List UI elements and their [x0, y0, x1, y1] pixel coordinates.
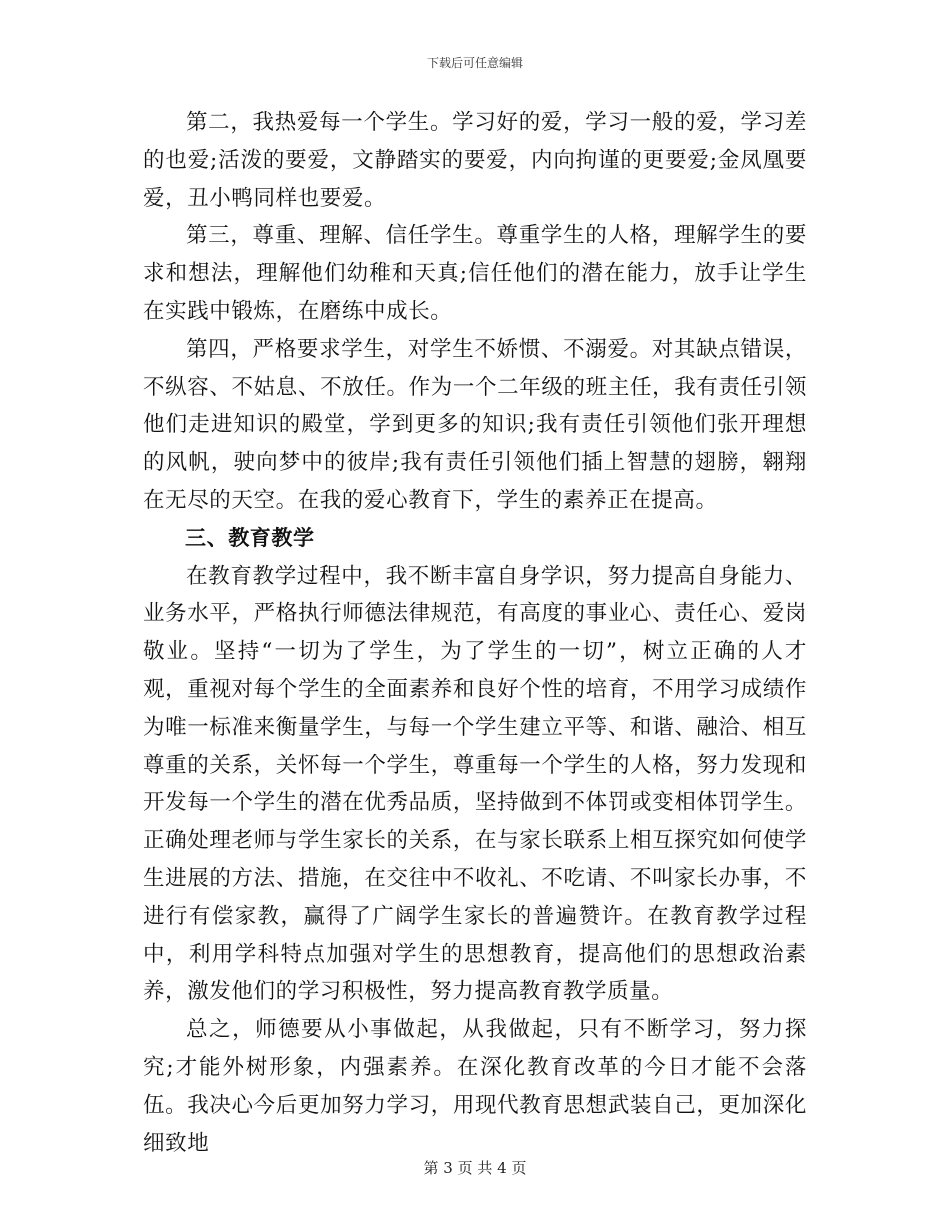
page-header: 下载后可任意编辑: [426, 56, 523, 70]
section-heading-teaching: 三、教育教学: [185, 525, 315, 550]
paragraph-third-point: 第三，尊重、理解、信任学生。尊重学生的人格，理解学生的要求和想法，理解他们幼稚和天真;信任他们的潜在能力，放手让学生在实践中锻炼，在磨练中成长。: [143, 223, 807, 324]
paragraph-teaching: 在教育教学过程中，我不断丰富自身学识，努力提高自身能力、业务水平，严格执行师德法律规范，有高度的事业心、责任心、爱岗敬业。坚持“一切为了学生，为了学生的一切”，树立正确的人才观，重视对每个学生的全面素养和良好个性的培育，不用学习成绩作为唯一标准来衡量学生，与每一个学生建立平等、和谐、融洽、相互尊重的关系，关怀每一个学生，尊重每一个学生的人格，努力发现和开发每一个学生的潜在优秀品质，坚持做到不体罚或变相体罚学生。正确处理老师与学生家长的关系，在与家长联系上相互探究如何使学生进展的方法、措施，在交往中不收礼、不吃请、不叫家长办事，不进行有偿家教，赢得了广阔学生家长的普遍赞许。在教育教学过程中，利用学科特点加强对学生的思想教育，提高他们的思想政治素养，激发他们的学习积极性，努力提高教育教学质量。: [143, 563, 807, 1005]
paragraph-summary: 总之，师德要从小事做起，从我做起，只有不断学习，努力探究;才能外树形象，内强素养。在深化教育改革的今日才能不会落伍。我决心今后更加努力学习，用现代教育思想武装自己，更加深化细致地: [143, 1017, 807, 1156]
paragraph-fourth-point: 第四，严格要求学生，对学生不娇惯、不溺爱。对其缺点错误，不纵容、不姑息、不放任。作为一个二年级的班主任，我有责任引领他们走进知识的殿堂，学到更多的知识;我有责任引领他们张开理想的风帆，驶向梦中的彼岸;我有责任引领他们插上智慧的翅膀，翱翔在无尽的天空。在我的爱心教育下，学生的素养正在提高。: [143, 336, 807, 513]
page-footer: 第 3 页 共 4 页: [423, 1159, 527, 1177]
document-body: [143, 104, 807, 1162]
paragraph-second-point: 第二，我热爱每一个学生。学习好的爱，学习一般的爱，学习差的也爱;活泼的要爱，文静踏实的要爱，内向拘谨的更要爱;金凤凰要爱，丑小鸭同样也要爱。: [143, 110, 807, 211]
